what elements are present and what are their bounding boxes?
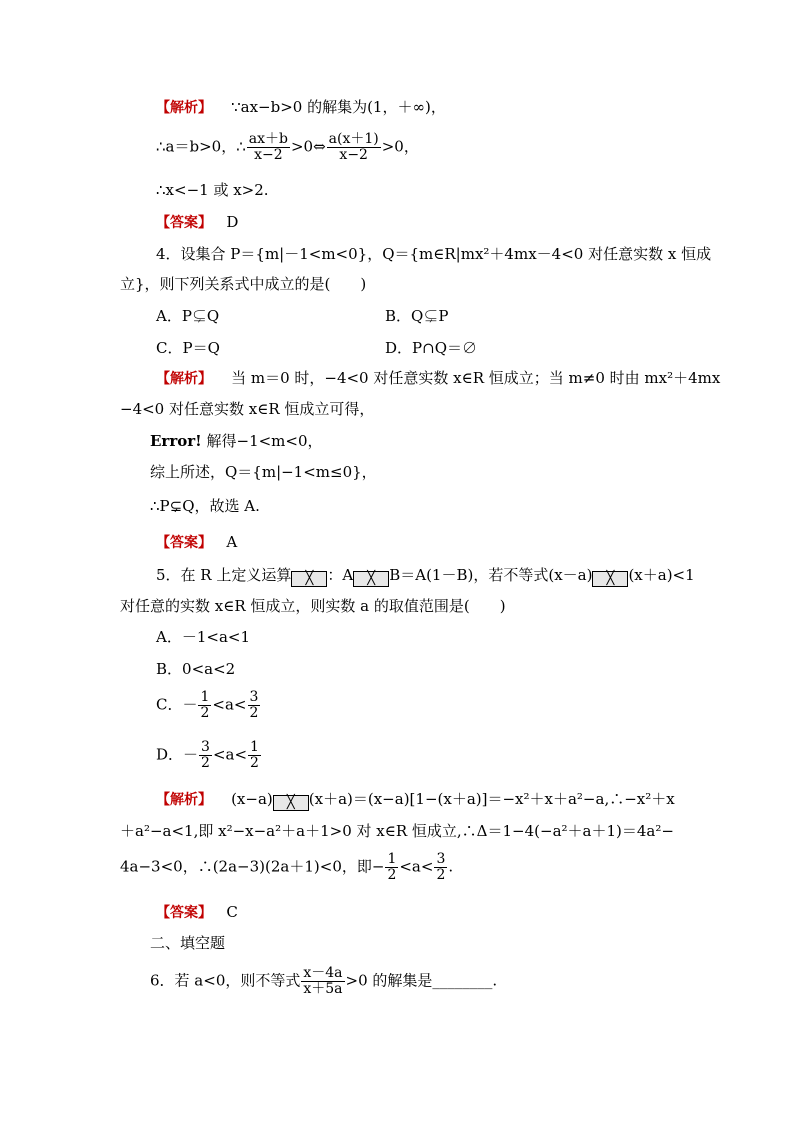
fraction: $\frac{1}{2}$ — [387, 851, 397, 883]
operation-box: ╳ — [592, 571, 628, 587]
q4-stem-line1: 4．设集合 P＝{m|－1<m<0}，Q＝{m∈R|mx²＋4mx－4<0 对任意实数 x 恒成 — [156, 245, 712, 263]
q5-option-d: D．－ $\frac{3}{2}$ <a< $\frac{1}{2}$ — [156, 739, 259, 771]
fraction: $\frac{x-4a}{x+5a}$ — [303, 965, 343, 997]
fraction: $\frac{1}{2}$ — [200, 689, 210, 721]
q4-option-d: D．P∩Q＝∅ — [385, 339, 477, 357]
error-text: Error! — [150, 432, 202, 450]
fraction: $\frac{3}{2}$ — [436, 851, 446, 883]
q5-analysis-line3: 4a−3<0，∴(2a−3)(2a＋1)<0，即− $\frac{1}{2}$ <a< $\frac{3}{2}$ . — [120, 851, 454, 883]
q4-option-c: C．P＝Q — [156, 339, 220, 357]
q3-analysis-line1 — [156, 98, 446, 117]
q3-analysis-text: ∵ax−b>0 的解集为(1，＋∞)， — [231, 98, 446, 116]
q5-option-a: A．－1<a<1 — [156, 628, 250, 646]
fraction: $\frac{1}{2}$ — [250, 739, 259, 771]
q4-analysis-line5: ∴P⊊Q，故选 A. — [150, 497, 260, 515]
q4-analysis-line1: 【解析】 当 m＝0 时，−4<0 对任意实数 x∈R 恒成立；当 m≠0 时由 mx²＋4mx — [156, 369, 721, 387]
q4-stem-line2: 立}，则下列关系式中成立的是( ) — [120, 275, 367, 293]
fraction: $\frac{ax+b}{x-2}$ — [248, 131, 288, 163]
q4-answer-line — [156, 533, 237, 552]
q4-option-b: B．Q⊊P — [385, 307, 449, 325]
q3-analysis-line3: ∴x<−1 或 x>2. — [156, 181, 269, 199]
operation-box: ╳ — [291, 571, 327, 587]
fraction: $\frac{3}{2}$ — [201, 739, 210, 771]
q4-analysis-line3: Error! 解得−1<m<0， — [150, 432, 323, 450]
q5-analysis-line2: ＋a²−a<1,即 x²−x−a²＋a＋1>0 对 x∈R 恒成立,∴Δ＝1−4(−a²＋a＋1)＝4a²− — [120, 822, 674, 840]
fraction: $\frac{a(x+1)}{x-2}$ — [328, 131, 379, 163]
operation-box: ╳ — [273, 795, 309, 811]
q5-analysis-line1: 【解析】 (x−a) ╳ (x＋a)＝(x−a)[1−(x＋a)]＝−x²＋x＋a²−a,∴−x²＋x — [156, 790, 675, 810]
analysis-label: 【解析】 — [156, 371, 212, 387]
section-heading: 二、填空题 — [150, 934, 226, 952]
fraction: $\frac{3}{2}$ — [249, 689, 259, 721]
operation-box: ╳ — [353, 571, 389, 587]
q6-stem: 6．若 a<0，则不等式 $\frac{x-4a}{x+5a}$ >0 的解集是________. — [150, 965, 498, 997]
q5-answer-line — [156, 903, 238, 922]
answer-label: 【答案】 — [156, 905, 212, 921]
q4-option-a: A．P⊊Q — [156, 307, 220, 325]
analysis-label: 【解析】 — [156, 100, 212, 116]
q5-answer: C — [226, 903, 238, 921]
answer-label: 【答案】 — [156, 215, 212, 231]
q5-option-b: B．0<a<2 — [156, 660, 236, 678]
q5-stem-line1: 5．在 R 上定义运算 ╳ ：A ╳ B＝A(1－B)，若不等式(x－a) ╳ (x＋a)<1 — [156, 566, 695, 586]
q5-stem-line2: 对任意的实数 x∈R 恒成立，则实数 a 的取值范围是( ) — [120, 597, 506, 615]
q5-option-c: C．－ $\frac{1}{2}$ <a< $\frac{3}{2}$ — [156, 689, 259, 721]
q3-answer-line — [156, 213, 238, 232]
q3-analysis-line2: ∴a＝b>0，∴ $\frac{ax+b}{x-2}$ >0⇔ $\frac{a(x+1)}{x-2}$ >0， — [156, 131, 419, 163]
q4-analysis-line4: 综上所述，Q＝{m|−1<m≤0}， — [150, 463, 377, 481]
q4-analysis-line2: −4<0 对任意实数 x∈R 恒成立可得， — [120, 400, 375, 418]
q3-answer: D — [226, 213, 239, 231]
analysis-label: 【解析】 — [156, 792, 212, 808]
answer-label: 【答案】 — [156, 535, 212, 551]
q4-answer: A — [226, 533, 238, 551]
